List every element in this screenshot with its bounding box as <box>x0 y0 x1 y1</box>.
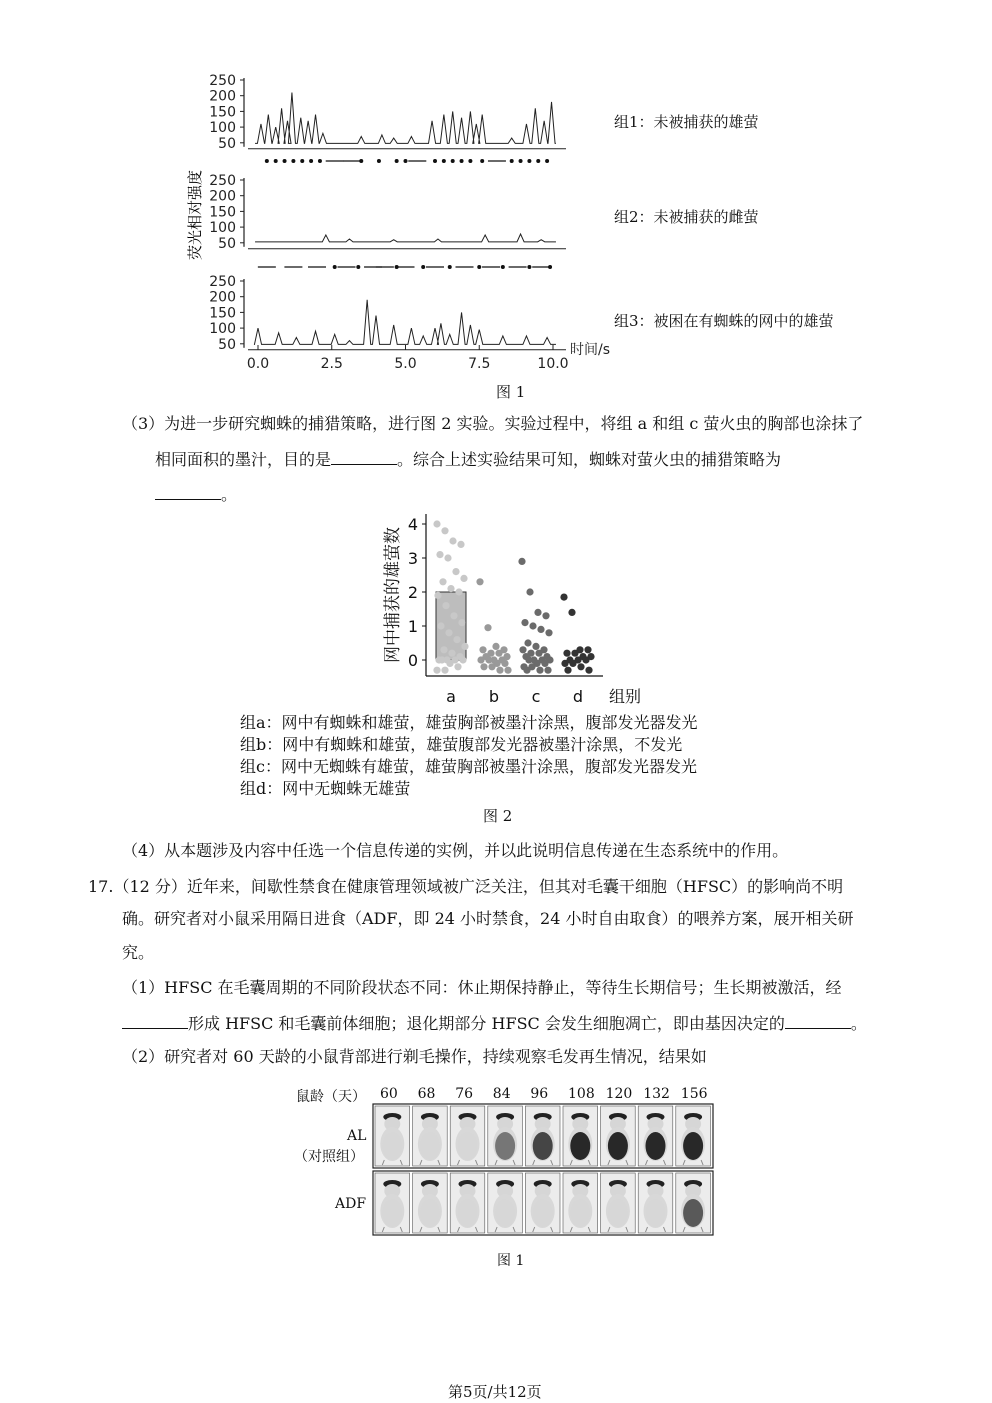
fig1-event-dot <box>460 159 464 163</box>
q3-line2-text-a: 相同面积的墨汁，目的是 <box>155 450 332 469</box>
fig3-age-value: 68 <box>417 1086 436 1102</box>
fig1-x-tick-label: 7.5 <box>468 356 491 368</box>
fig3-caption: 图 1 <box>497 1253 525 1269</box>
fig2-y-tick-label: 4 <box>407 515 418 534</box>
fig2-point-a <box>434 592 441 599</box>
fig2-legend-a: 组a：网中有蜘蛛和雄萤，雄萤胸部被墨汁涂黑，腹部发光器发光 <box>240 713 698 732</box>
fig2-point-b <box>495 650 502 657</box>
fig2-point-a <box>436 551 443 558</box>
fig2-point-a <box>447 585 454 592</box>
fig1-event-dot <box>477 265 481 269</box>
fig2-point-c <box>534 609 541 616</box>
q3-answer-blank-1[interactable] <box>331 448 397 465</box>
fig2-legend-d: 组d：网中无蜘蛛无雄萤 <box>240 779 411 798</box>
fig2-point-a <box>448 650 455 657</box>
fig2-point-a <box>442 602 449 609</box>
fig2-x-tick-label: b <box>488 687 500 706</box>
q4-text: （4）从本题涉及内容中任选一个信息传递的实例，并以此说明信息传递在生态系统中的作用。 <box>122 841 789 860</box>
fig1-event-dot <box>300 159 304 163</box>
fig2-point-d <box>564 667 571 674</box>
fig2-y-tick-label: 3 <box>407 549 418 568</box>
fig2-point-d <box>584 646 591 653</box>
fig1-y-tick-label: 50 <box>218 336 236 353</box>
fig2-point-c <box>526 588 533 595</box>
fig2-point-a <box>441 667 448 674</box>
page-footer: 第5页/共12页 <box>448 1383 542 1401</box>
q17-answer-blank-1[interactable] <box>122 1012 188 1029</box>
q17-line2: 确。研究者对小鼠采用隔日进食（ADF，即 24 小时禁食，24 小时自由取食）的喂养方案，展开相关研 <box>122 909 854 928</box>
fig2-point-a <box>450 612 457 619</box>
fig2-point-c <box>542 612 549 619</box>
fig1-event-dot <box>519 159 523 163</box>
q17-answer-blank-2[interactable] <box>785 1012 851 1029</box>
fig1-event-dot <box>395 159 399 163</box>
fig2-point-c <box>537 626 544 633</box>
fig1-event-dot <box>377 159 381 163</box>
fig1-y-tick-label: 250 <box>209 173 236 189</box>
fig3-row1-sublabel: （对照组） <box>294 1149 364 1165</box>
fig2-y-tick-label: 1 <box>407 617 418 636</box>
fig1-y-tick-label: 100 <box>209 220 236 237</box>
fig1-y-tick-label: 100 <box>209 120 236 137</box>
fig1-y-tick-label: 50 <box>218 135 236 152</box>
fig2-x-tick-label: a <box>446 687 456 706</box>
fig2-point-a <box>457 541 464 548</box>
fig3-age-label: 鼠龄（天） <box>296 1089 366 1105</box>
q17-line1: 17.（12 分）近年来，间歇性禁食在健康管理领域被广泛关注，但其对毛囊干细胞（HFSC）的影响尚不明 <box>88 877 844 896</box>
fig1-y-tick-label: 200 <box>209 88 236 105</box>
fig2-x-tick-label: c <box>531 687 541 706</box>
fig1-x-tick-label: 5.0 <box>394 356 417 368</box>
fig2-point-d <box>585 667 592 674</box>
q3-answer-blank-2[interactable] <box>155 483 221 500</box>
fig2-point-c <box>532 643 539 650</box>
fig3-age-value: 96 <box>530 1086 549 1102</box>
fig1-y-tick-label: 100 <box>209 321 236 338</box>
fig2-point-a <box>452 568 459 575</box>
fig1-event-dot <box>442 159 446 163</box>
fig2-point-c <box>529 622 536 629</box>
fig2-point-b <box>488 663 495 670</box>
fig2-point-a <box>459 656 466 663</box>
q17-s1-line2-text: 形成 HFSC 和毛囊前体细胞；退化期部分 HFSC 会发生细胞凋亡，即由基因决定的 <box>188 1014 785 1033</box>
fig1-y-tick-label: 250 <box>209 274 236 290</box>
fig2-point-a <box>444 554 451 561</box>
fig1-event-dot <box>501 265 505 269</box>
q3-line1: （3）为进一步研究蜘蛛的捕猎策略，进行图 2 实验。实验过程中，将组 a 和组 c 萤火虫的胸部也涂抹了 <box>122 414 864 433</box>
q17-line3: 究。 <box>122 943 155 962</box>
fig1-y-tick-label: 150 <box>209 104 236 121</box>
fig1-caption: 图 1 <box>496 383 526 401</box>
fig1-event-dot <box>274 159 278 163</box>
fig1-panel3-label: 组3：被困在有蜘蛛的网中的雄萤 <box>614 312 834 330</box>
fig3-age-value: 156 <box>680 1086 708 1102</box>
fig2-point-c <box>536 667 543 674</box>
fig2-caption: 图 2 <box>483 807 513 825</box>
fig1-y-axis-label: 荧光相对强度 <box>186 169 204 261</box>
fig1-trace-line <box>255 93 556 144</box>
fig2-point-b <box>484 624 491 631</box>
fig3-row2-label: ADF <box>335 1196 367 1212</box>
fig1-event-dot <box>421 265 425 269</box>
fig3-mouse-grid <box>372 1103 714 1238</box>
fig2-point-b <box>504 667 511 674</box>
fig2-point-a <box>461 643 468 650</box>
fig2-point-a <box>458 619 465 626</box>
fig2-y-axis-label: 网中捕获的雄萤数 <box>383 527 403 663</box>
fig2-point-a <box>460 575 467 582</box>
fig1-y-tick-label: 200 <box>209 188 236 205</box>
fig2-point-d <box>569 660 576 667</box>
fig3-age-value: 120 <box>605 1086 633 1102</box>
fig1-x-tick-label: 0.0 <box>246 356 270 368</box>
fig1-event-dot <box>356 265 360 269</box>
fig2-point-c <box>535 650 542 657</box>
fig2-point-c <box>545 629 552 636</box>
fig1-event-dot <box>468 159 472 163</box>
fig1-event-dot <box>318 159 322 163</box>
fig2-point-b <box>492 643 499 650</box>
q3-line3-text: 。 <box>221 485 238 504</box>
fig2-scatter-chart <box>370 510 650 710</box>
fig2-point-b <box>480 663 487 670</box>
fig2-point-b <box>476 578 483 585</box>
fig1-y-tick-label: 250 <box>209 73 236 89</box>
fig1-event-dot <box>545 159 549 163</box>
fig2-point-a <box>455 588 462 595</box>
fig2-point-c <box>523 667 530 674</box>
fig2-point-a <box>441 527 448 534</box>
fig2-point-c <box>519 646 526 653</box>
q3-line2 <box>155 448 781 471</box>
fig2-point-a <box>446 660 453 667</box>
fig1-trace-line <box>255 234 556 242</box>
fig2-point-a <box>433 520 440 527</box>
q17-s1-line2-end: 。 <box>850 1014 867 1033</box>
fig2-point-a <box>438 656 445 663</box>
fig2-point-b <box>477 656 484 663</box>
fig2-point-b <box>485 656 492 663</box>
fig2-point-b <box>496 667 503 674</box>
q3-line2-text-b: 。综合上述实验结果可知，蜘蛛对萤火虫的捕猎策略为 <box>397 450 782 469</box>
fig1-event-dot <box>433 159 437 163</box>
fig2-point-d <box>560 594 567 601</box>
fig1-event-dot <box>333 265 337 269</box>
fig1-event-dot <box>283 159 287 163</box>
fig2-y-tick-label: 0 <box>407 651 418 670</box>
fig2-point-a <box>453 636 460 643</box>
fig3-age-value: 132 <box>643 1086 670 1102</box>
fig1-event-dot <box>548 265 552 269</box>
fig1-panel1-label: 组1：未被捕获的雄萤 <box>614 113 759 131</box>
fig2-point-d <box>561 660 568 667</box>
q17-s2-line1: （2）研究者对 60 天龄的小鼠背部进行剃毛操作，持续观察毛发再生情况，结果如 <box>122 1047 707 1066</box>
fig1-panel2-label: 组2：未被捕获的雌萤 <box>614 208 759 226</box>
fig1-event-dot <box>291 159 295 163</box>
fig2-point-b <box>501 660 508 667</box>
fig2-point-c <box>521 619 528 626</box>
fig1-y-tick-label: 200 <box>209 289 236 306</box>
fig2-point-d <box>568 609 575 616</box>
fig2-x-tick-label: d <box>572 687 584 706</box>
fig2-point-a <box>449 537 456 544</box>
fig2-point-c <box>524 639 531 646</box>
fig1-event-dot <box>480 159 484 163</box>
fig1-event-dot <box>536 159 540 163</box>
fig1-y-tick-label: 50 <box>218 235 236 252</box>
fig2-point-c <box>525 656 532 663</box>
fig2-point-b <box>479 646 486 653</box>
fig2-point-a <box>445 629 452 636</box>
fig3-age-value: 108 <box>568 1086 595 1102</box>
fig1-event-dot <box>359 159 363 163</box>
fig3-age-value: 84 <box>492 1086 511 1102</box>
fig1-event-dot <box>309 159 313 163</box>
fig1-event-dot <box>404 159 408 163</box>
fig2-point-a <box>454 663 461 670</box>
fig1-event-dot <box>448 265 452 269</box>
fig2-point-a <box>437 622 444 629</box>
fig2-point-d <box>571 650 578 657</box>
fig3-row1-label: AL <box>347 1128 367 1144</box>
fig1-event-dot <box>510 159 514 163</box>
fig1-event-dot <box>527 159 531 163</box>
fig1-y-tick-label: 150 <box>209 204 236 221</box>
fig2-point-a <box>433 667 440 674</box>
fig2-x-axis-label: 组别 <box>609 687 642 706</box>
fig1-event-dot <box>265 159 269 163</box>
fig2-point-d <box>577 663 584 670</box>
fig3-age-value: 60 <box>380 1086 398 1102</box>
fig1-event-dot <box>527 265 531 269</box>
fig1-event-dot <box>451 159 455 163</box>
fig2-point-d <box>563 650 570 657</box>
fig1-y-tick-label: 150 <box>209 305 236 322</box>
q3-line3 <box>155 483 237 506</box>
fig2-legend-c: 组c：网中无蜘蛛有雄萤，雄萤胸部被墨汁涂黑，腹部发光器发光 <box>240 757 697 776</box>
fig2-point-a <box>440 646 447 653</box>
fig2-point-d <box>582 656 589 663</box>
fig1-x-tick-label: 2.5 <box>320 356 343 368</box>
fig2-legend-b: 组b：网中有蜘蛛和雄萤，雄萤腹部发光器被墨汁涂黑，不发光 <box>240 735 683 754</box>
fig2-point-c <box>518 558 525 565</box>
fig2-y-tick-label: 2 <box>407 583 418 602</box>
fig1-x-axis-label: 时间/s <box>570 342 611 358</box>
fig2-point-c <box>544 667 551 674</box>
fig1-x-tick-label: 10.0 <box>537 356 569 368</box>
fig3-age-value: 76 <box>455 1086 474 1102</box>
fig1-trace-chart <box>180 68 660 368</box>
fig2-point-c <box>541 660 548 667</box>
q17-s1-line1: （1）HFSC 在毛囊周期的不同阶段状态不同：休止期保持静止，等待生长期信号；生长期被激活，经 <box>122 978 842 997</box>
fig1-trace-line <box>254 300 555 345</box>
q17-s1-line2 <box>122 1012 867 1035</box>
fig2-point-a <box>439 578 446 585</box>
